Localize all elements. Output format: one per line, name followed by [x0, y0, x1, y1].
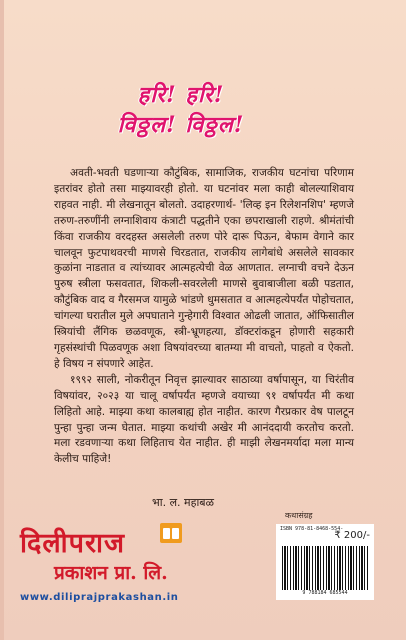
publisher-logo — [16, 519, 190, 587]
title-line-1: हरि! हरि! — [137, 82, 225, 108]
title-line-2: विठ्ठल! विठ्ठल! — [117, 112, 245, 138]
barcode-bars — [282, 546, 368, 592]
blurb-text — [54, 166, 354, 468]
publisher-name-line-1: दिलीपराज — [20, 528, 126, 559]
publisher-name-line-2: प्रकाशन प्रा. लि. — [54, 562, 168, 584]
book-category: कथासंग्रह — [285, 511, 313, 520]
author-name: भा. ल. महाबळ — [152, 496, 214, 509]
book-icon — [160, 523, 182, 543]
barcode-label — [276, 524, 374, 600]
blurb-paragraph-1: अवती-भवती घडणाऱ्या कौटुंबिक, सामाजिक, राजकीय घटनांचा परिणाम इतरांवर होतो तसा माझ्यावरही होतो. या घटनांवर मला काही बोलल्याशिवाय राहवत नाही. मी लेखनातून बोलतो. उदाहरणार्थ- 'लिव्ह इन रिलेशनशिप' म्हणजे तरुण-तरुणींनी लग्नाशिवाय कंत्राटी पद्धतीने एका छपराखाली राहणे. श्रीमंतांची किंवा राजकीय वरदहस्त असलेली तरुण पोरे दारू पिऊन, बेफाम वेगाने कार चालवून फुटपाथवरची माणसे चिरडतात, राजकीय लागेबांधे असलेले सावकार कुळांना नाडतात व त्यांच्यावर आत्महत्येची वेळ आणतात. लग्नाची वचने देऊन पुरुष स्त्रीला फसवतात, शिकली-सवरलेली माणसे बुवाबाजीला बळी पडतात, कौटुंबिक वाद व गैरसमज यामुळे भांडणे धुमसतात व आत्महत्येपर्यंत पोहोचतात, चांगल्या घरातील मुले अपघाताने गुन्हेगारी विश्वात ओढली जातात, ऑफिसातील स्त्रियांची लैंगिक छळवणूक, स्त्री-भ्रूणहत्या, डॉक्टरांकडून होणारी सहकारी गृहसंस्थांची पिळवणूक अशा विषयांवरच्या बातम्या मी वाचतो, पाहतो व ऐकतो. हे विषय न संपणारे आहेत. — [54, 167, 354, 370]
back-cover-title — [96, 80, 266, 140]
isbn-text: ISBN 978-81-8468-554- — [280, 526, 344, 532]
publisher-website: www.diliprajprakashan.in — [20, 592, 179, 603]
blurb-paragraph-2: १९९२ साली, नोकरीतून निवृत्त झाल्यावर साठाव्या वर्षापासून, या चिरंतीव विषयांवर, २०२३ या चालू वर्षापर्यंत म्हणजे वयाच्या ९१ वर्षापर्यंत मी कथा लिहितो आहे. माझ्या कथा कालबाह्य होत नाहीत. कारण गैरप्रकार वेष पालटून पुन्हा पुन्हा जन्म घेतात. माझ्या कथांची अखेर मी आनंददायी करतोच करतो. मला रडवणाऱ्या कथा लिहिताच येत नाहीत. ही माझी लेखनमर्यादा मला मान्य केलीच पाहिजे! — [54, 373, 354, 466]
barcode-number: 9 788184 685544 — [282, 590, 368, 596]
spine-edge — [0, 0, 4, 640]
price-tag: ₹ 200/- — [334, 530, 370, 541]
